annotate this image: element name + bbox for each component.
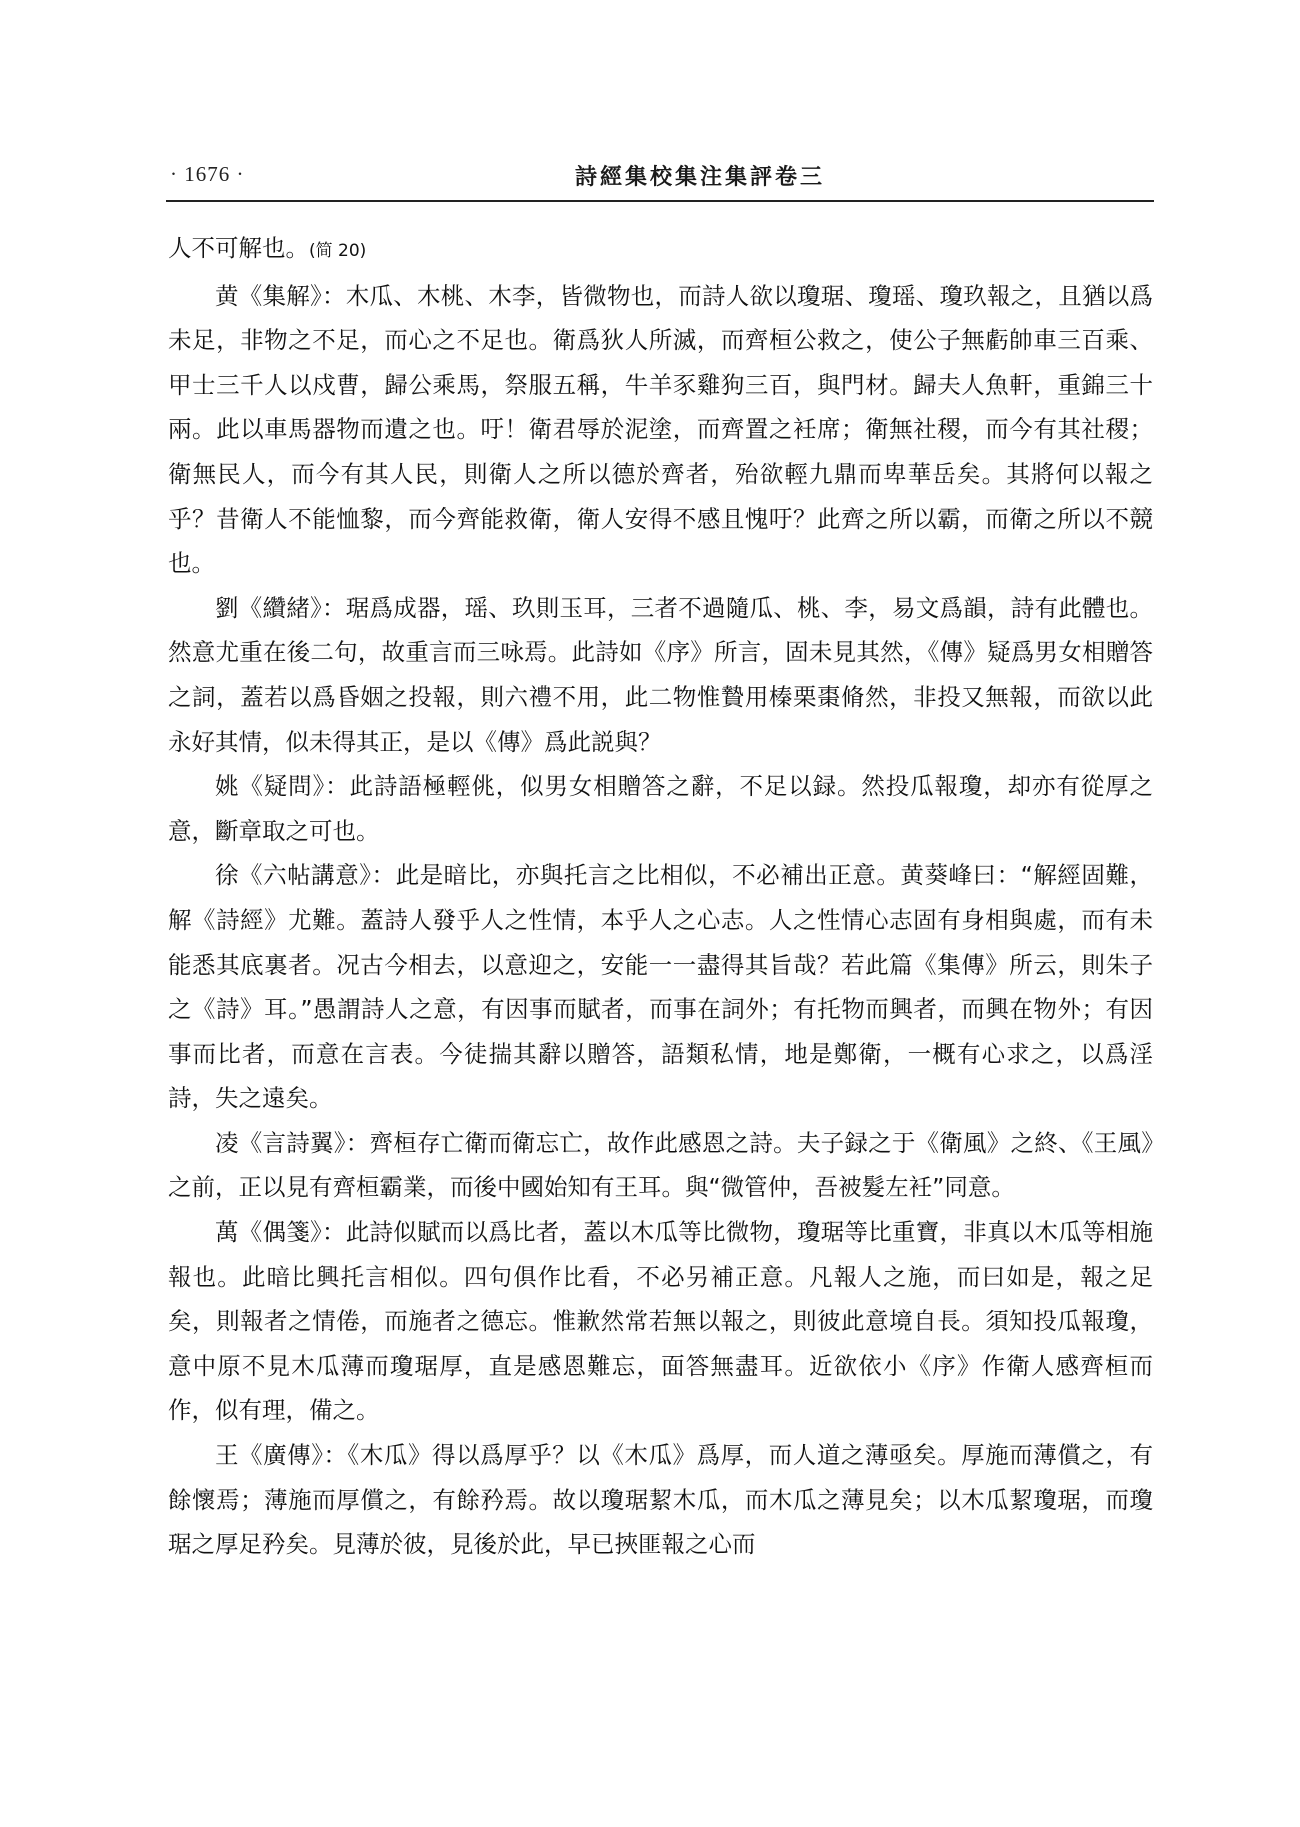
paragraph-wan-oujian: 萬《偶箋》：此詩似賦而以爲比者，蓋以木瓜等比微物，瓊琚等比重寶，非真以木瓜等相施報也。此暗比興托言相似。四句俱作比看，不必另補正意。凡報人之施，而曰如是，報之足矣，則報者之情倦，而施者之德忘。惟歉然常若無以報之，則彼此意境自長。須知投瓜報瓊，意中原不見木瓜薄而瓊琚厚，直是感恩難忘，面答無盡耳。近欲依小《序》作衛人感齊桓而作，似有理，備之。: [168, 1218, 1153, 1425]
paragraph-wang-guangzhuan: 王《廣傳》：《木瓜》得以爲厚乎？以《木瓜》爲厚，而人道之薄亟矣。厚施而薄償之，有餘懷焉；薄施而厚償之，有餘矜焉。故以瓊琚絜木瓜，而木瓜之薄見矣；以木瓜絜瓊琚，而瓊琚之厚足矜矣。見薄於彼，見後於此，早已挾匪報之心而: [168, 1441, 1153, 1559]
paragraph-yao-yiwen: 姚《疑問》：此詩語極輕佻，似男女相贈答之辭，不足以録。然投瓜報瓊，却亦有從厚之意，斷章取之可也。: [168, 772, 1153, 845]
continuation-text: 人不可解也。: [168, 234, 309, 262]
page-number: · 1676 ·: [170, 162, 245, 186]
paragraph-continuation: [168, 226, 1153, 274]
source-note: (简 20): [309, 241, 367, 261]
paragraph-liu-zuanxu: 劉《纘緒》：琚爲成器，瑶、玖則玉耳，三者不過隨瓜、桃、李，易文爲韻，詩有此體也。然意尤重在後二句，故重言而三咏焉。此詩如《序》所言，固未見其然，《傳》疑爲男女相贈答之詞，蓋若以爲昏姻之投報，則六禮不用，此二物惟贄用榛栗棗脩然，非投又無報，而欲以此永好其情，似未得其正，是以《傳》爲此説與？: [168, 593, 1153, 756]
running-title: 詩經集校集注集評卷三: [574, 165, 825, 190]
paragraph-xu-liutie-jiangyi: 徐《六帖講意》：此是暗比，亦與托言之比相似，不必補出正意。黄葵峰曰：“解經固難，解《詩經》尤難。蓋詩人發乎人之性情，本乎人之心志。人之性情心志固有身相與處，而有未能悉其底裏者。况古今相去，以意迎之，安能一一盡得其旨哉？若此篇《集傳》所云，則朱子之《詩》耳。”愚謂詩人之意，有因事而賦者，而事在詞外；有托物而興者，而興在物外；有因事而比者，而意在言表。今徒揣其辭以贈答，語類私情，地是鄭衛，一概有心求之，以爲淫詩，失之遠矣。: [168, 861, 1153, 1113]
paragraph-ling-yanshiyi: 凌《言詩翼》：齊桓存亡衛而衛忘亡，故作此感恩之詩。夫子録之于《衛風》之終、《王風》之前，正以見有齊桓霸業，而後中國始知有王耳。與“微管仲，吾被髮左衽”同意。: [168, 1128, 1153, 1202]
page-header: [170, 162, 1150, 202]
paragraph-huang-jijie: 黄《集解》：木瓜、木桃、木李，皆微物也，而詩人欲以瓊琚、瓊瑶、瓊玖報之，且猶以爲未足，非物之不足，而心之不足也。衛爲狄人所滅，而齊桓公救之，使公子無虧帥車三百乘、甲士三千人以戍曹，歸公乘馬，祭服五稱，牛羊豕雞狗三百，與門材。歸夫人魚軒，重錦三十兩。此以車馬器物而遺之也。吁！衛君辱於泥塗，而齊置之衽席；衛無社稷，而今有其社稷；衛無民人，而今有其人民，則衛人之所以德於齊者，殆欲輕九鼎而卑華岳矣。其將何以報之乎？昔衛人不能恤黎，而今齊能救衛，衛人安得不感且愧吁？此齊之所以霸，而衛之所以不競也。: [168, 281, 1153, 578]
body-text: [168, 226, 1153, 1567]
header-rule: [166, 200, 1154, 202]
